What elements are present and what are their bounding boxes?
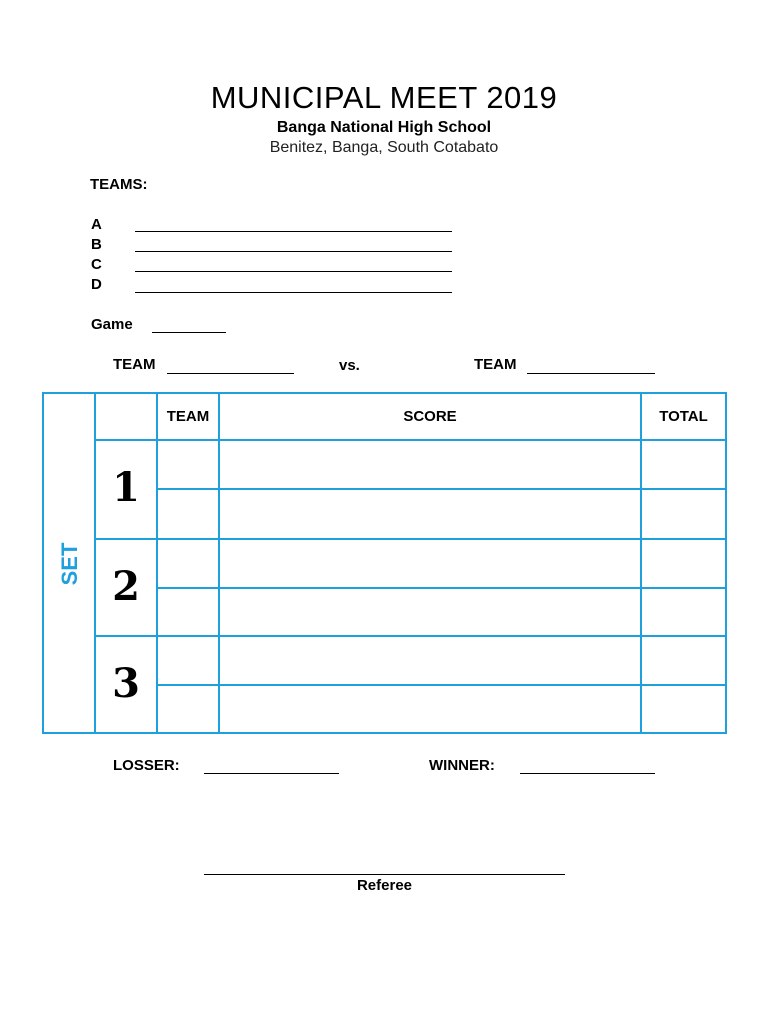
loser-line[interactable]	[204, 773, 339, 774]
teams-label: TEAMS:	[90, 176, 148, 193]
loser-label: LOSSER:	[113, 757, 180, 774]
team-left-label: TEAM	[113, 356, 156, 373]
vs-label: vs.	[339, 357, 360, 374]
team-letter-a: A	[91, 216, 102, 233]
winner-label: WINNER:	[429, 757, 495, 774]
school-address: Benitez, Banga, South Cotabato	[269, 139, 499, 156]
col-header-total: TOTAL	[659, 408, 708, 425]
team-letter-d: D	[91, 276, 102, 293]
page-title: MUNICIPAL MEET 2019	[210, 80, 558, 115]
referee-label: Referee	[356, 877, 413, 894]
set-side-label: SET	[57, 542, 82, 586]
team-right-label: TEAM	[474, 356, 517, 373]
set-number-1: 1	[112, 464, 140, 511]
game-label: Game	[91, 316, 133, 333]
team-letter-b: B	[91, 236, 102, 253]
school-name: Banga National High School	[276, 119, 492, 136]
winner-line[interactable]	[520, 773, 655, 774]
col-header-team: TEAM	[166, 408, 210, 425]
col-header-score: SCORE	[403, 408, 457, 425]
referee-signature-line[interactable]	[204, 874, 565, 875]
team-letter-c: C	[91, 256, 102, 273]
set-number-2: 2	[112, 563, 140, 610]
set-number-3: 3	[112, 660, 140, 707]
